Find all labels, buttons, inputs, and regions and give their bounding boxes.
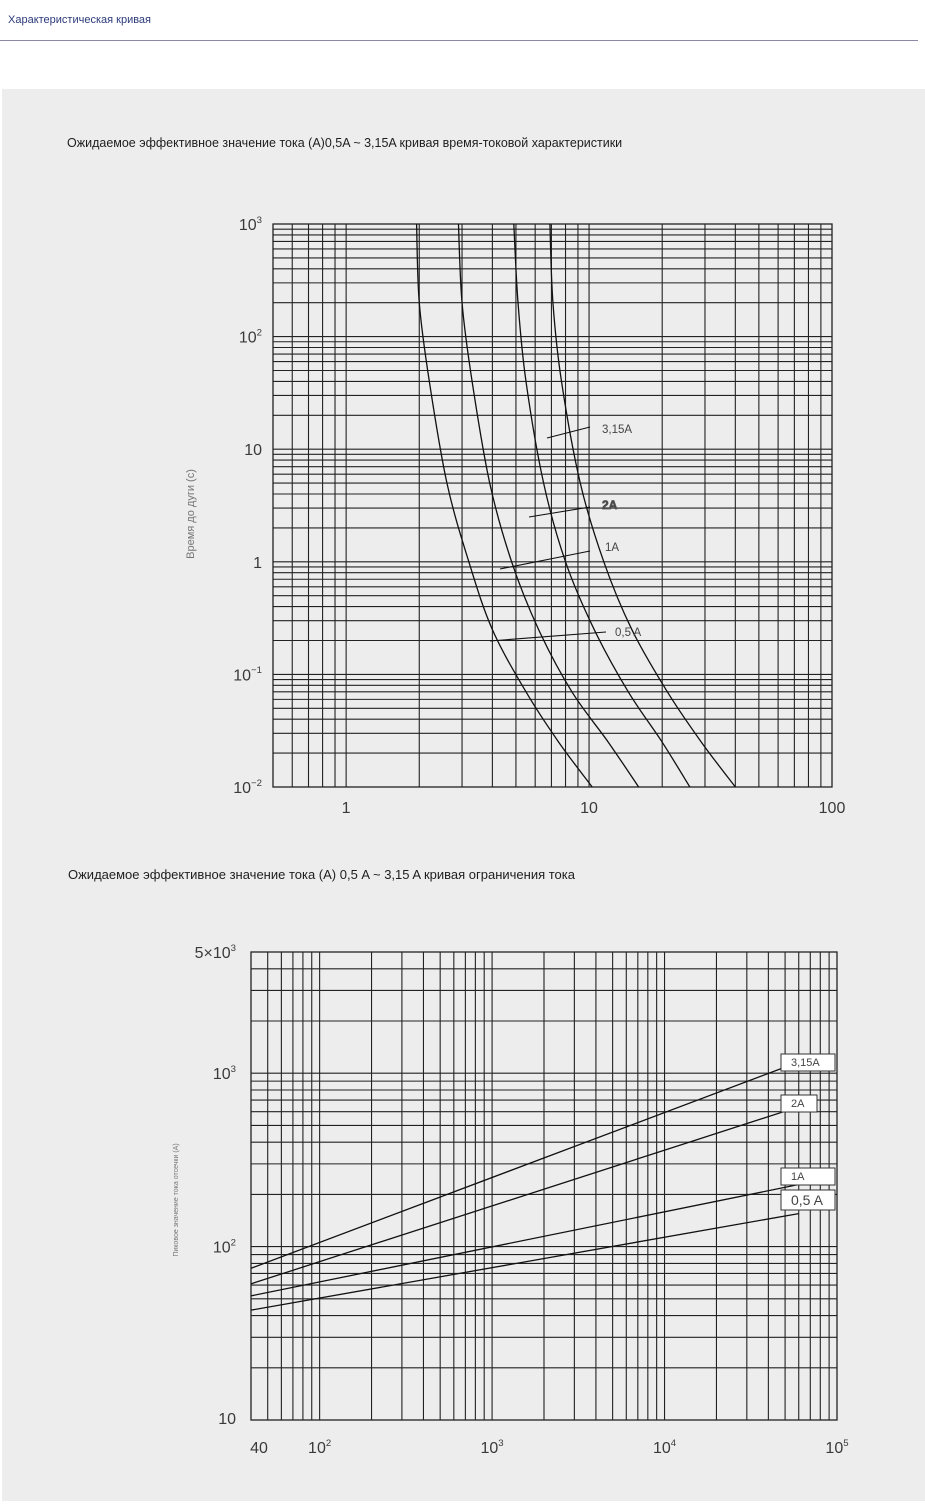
- y-tick-label: 10: [218, 1411, 236, 1428]
- series-label: 3,15A: [602, 424, 633, 436]
- chart-1-y-axis-label: Время до дуги (с): [185, 469, 197, 559]
- y-tick-label: $10^{-2}$: [233, 777, 262, 797]
- y-tick-label: $10^3$: [238, 214, 262, 234]
- chart-2-title: Ожидаемое эффективное значение тока (A) 0,5 A ~ 3,15 A кривая ограничения тока: [68, 867, 575, 882]
- series-label: 1A: [791, 1171, 805, 1183]
- y-tick-label: $10^{-1}$: [233, 665, 262, 685]
- x-tick-label: $10^4$: [652, 1437, 677, 1457]
- section-title: Характеристическая кривая: [8, 14, 152, 26]
- y-tick-label: 10: [244, 442, 262, 460]
- chart-1-title: Ожидаемое эффективное значение тока (A)0,5A ~ 3,15A кривая время-токовой характеристики: [67, 136, 623, 150]
- x-tick-label: 10: [580, 800, 598, 817]
- series-label: 0,5 A: [615, 627, 642, 639]
- y-tick-label: $10^3$: [212, 1064, 236, 1084]
- chart-2-y-axis-label: Пиковое значение тока отсечки (А): [173, 1143, 180, 1257]
- x-tick-label: 100: [818, 800, 846, 817]
- series-label: 1A: [605, 542, 620, 554]
- chart-2-grid: [251, 952, 837, 1420]
- series-label: 2A: [602, 498, 618, 512]
- y-tick-label: $5\times 10^3$: [194, 942, 236, 962]
- y-tick-label: $10^2$: [212, 1237, 236, 1257]
- x-tick-label: 40: [250, 1440, 268, 1457]
- series-label: 0,5 A: [791, 1192, 823, 1208]
- x-tick-label: $10^3$: [480, 1437, 504, 1457]
- x-tick-label: $10^2$: [308, 1437, 332, 1457]
- x-tick-label: 1: [341, 800, 351, 817]
- series-label-box: [781, 1168, 835, 1185]
- series-label: 2A: [791, 1098, 805, 1110]
- y-tick-label: 1: [253, 554, 262, 572]
- x-tick-label: $10^5$: [825, 1437, 849, 1457]
- series-label: 3,15A: [791, 1057, 820, 1069]
- y-tick-label: $10^2$: [238, 327, 262, 347]
